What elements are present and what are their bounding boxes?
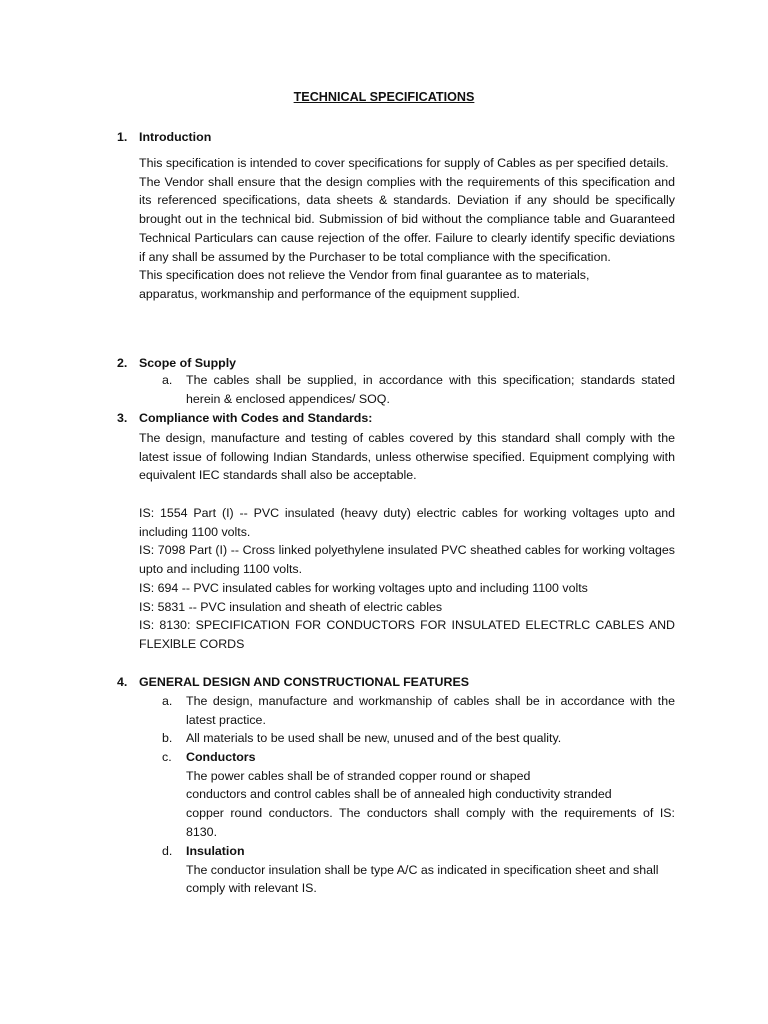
standard-entry: IS: 694 -- PVC insulated cables for working voltages upto and including 1100 volts	[139, 580, 588, 595]
item-line: conductors and control cables shall be of annealed high conductivity stranded	[186, 787, 612, 802]
item-line: copper round conductors. The conductors shall comply with the requirements of IS: 8130.	[186, 806, 675, 839]
standard-entry: IS: 1554 Part (I) -- PVC insulated (heavy duty) electric cables for working voltages upto and including 1100 volts.	[139, 506, 675, 539]
section-3-heading	[117, 409, 372, 428]
item-letter: d.	[162, 844, 173, 858]
standards-list	[139, 504, 675, 654]
document-title: TECHNICAL SPECIFICATIONS	[293, 90, 475, 104]
item-letter: c.	[162, 750, 172, 764]
item-text: All materials to be used shall be new, unused and of the best quality.	[186, 731, 562, 745]
item-heading: Insulation	[186, 844, 245, 858]
item-text: The cables shall be supplied, in accordance with this specification; standards stated herein & enclosed appendices/ SOQ.	[186, 373, 675, 406]
item-text: The design, manufacture and workmanship of cables shall be in accordance with the latest practice.	[186, 694, 675, 727]
item-letter: a.	[162, 694, 173, 708]
standard-entry: IS: 5831 -- PVC insulation and sheath of electric cables	[139, 599, 443, 614]
section-title: Compliance with Codes and Standards:	[139, 411, 373, 425]
paragraph: This specification does not relieve the Vendor from final guarantee as to materials, apparatus, workmanship and performance of the equipment supplied.	[139, 268, 590, 301]
section-number: 3.	[117, 411, 128, 425]
paragraph: The Vendor shall ensure that the design complies with the requirements of this specification and its referenced specifications, data sheets & standards. Deviation if any should be specifically brought out in the technical bid. Submission of bid without the compliance table and Guaranteed Technical Particulars can cause rejection of the offer. Failure to clearly identify specific deviations if any shall be assumed by the Purchaser to be total compliance with the specification.	[139, 174, 675, 264]
section-1-heading	[117, 128, 211, 147]
paragraph: This specification is intended to cover specifications for supply of Cables as per specified details.	[139, 156, 669, 170]
standard-entry: IS: 7098 Part (I) -- Cross linked polyethylene insulated PVC sheathed cables for working voltages upto and including 1100 volts.	[139, 543, 675, 577]
item-line: The power cables shall be of stranded copper round or shaped	[186, 768, 531, 783]
section-title: GENERAL DESIGN AND CONSTRUCTIONAL FEATURES	[139, 675, 469, 689]
paragraph: The design, manufacture and testing of cables covered by this standard shall comply with the latest issue of following Indian Standards, unless otherwise specified. Equipment complying with equivalent IEC standards shall also be acceptable.	[139, 431, 675, 483]
list-item	[162, 729, 675, 748]
section-title: Scope of Supply	[139, 356, 237, 370]
section-number: 2.	[117, 356, 128, 370]
list-item	[162, 371, 675, 408]
section-number: 1.	[117, 130, 128, 144]
item-heading: Conductors	[186, 750, 256, 764]
list-item	[162, 748, 675, 842]
section-number: 4.	[117, 675, 128, 689]
section-title: Introduction	[139, 130, 212, 144]
list-item	[162, 842, 675, 898]
section-1-body	[139, 154, 675, 304]
item-text: The conductor insulation shall be type A/C as indicated in specification sheet and shall comply with relevant IS.	[186, 862, 659, 896]
item-letter: a.	[162, 373, 173, 387]
item-letter: b.	[162, 731, 173, 745]
list-item	[162, 692, 675, 729]
standard-entry: IS: 8130: SPECIFICATION FOR CONDUCTORS FOR INSULATED ELECTRLC CABLES AND FLEXlBLE CORDS	[139, 618, 675, 651]
section-4-heading	[117, 673, 469, 692]
section-2-heading	[117, 354, 236, 373]
section-3-intro	[139, 429, 675, 485]
